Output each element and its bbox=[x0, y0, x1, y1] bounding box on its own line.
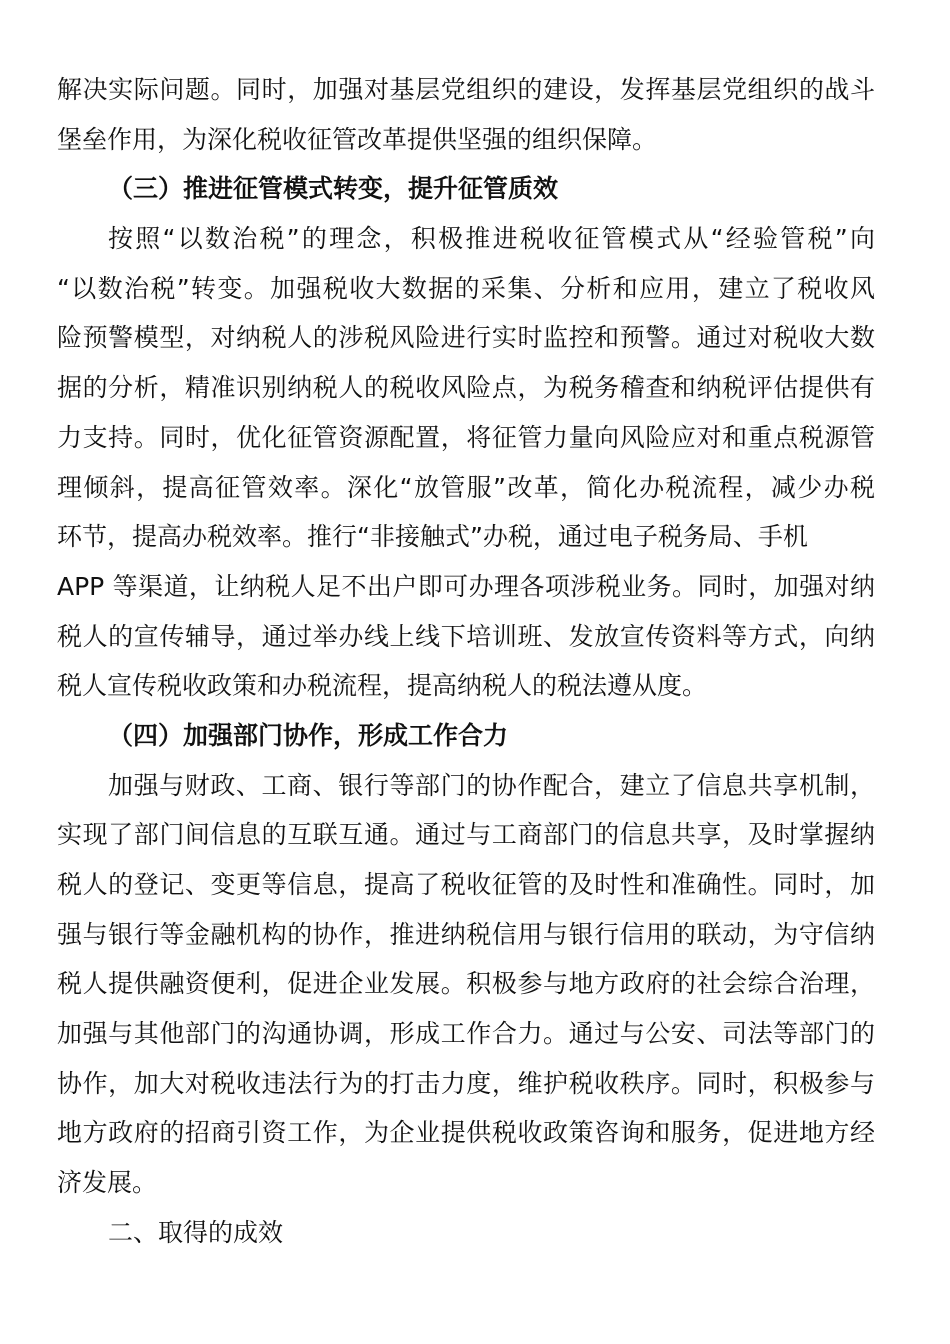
paragraph-section-3 bbox=[57, 214, 875, 711]
text-line: 强与银行等金融机构的协作，推进纳税信用与银行信用的联动，为守信纳 bbox=[57, 919, 875, 949]
document-page bbox=[57, 65, 875, 1258]
text-line: 税人的登记、变更等信息，提高了税收征管的及时性和准确性。同时，加 bbox=[57, 870, 875, 899]
text-line: 济发展。 bbox=[57, 1168, 158, 1198]
text-line: 环节，提高办税效率。推行“非接触式”办税，通过电子税务局、手机 bbox=[57, 522, 808, 552]
text-line: “以数治税”转变。加强税收大数据的采集、分析和应用，建立了税收风 bbox=[57, 273, 875, 303]
text-line: APP 等渠道，让纳税人足不出户即可办理各项涉税业务。同时，加强对纳 bbox=[57, 571, 875, 601]
text-line: 按照“以数治税”的理念，积极推进税收征管模式从“经验管税”向 bbox=[108, 224, 875, 254]
part-two-heading: 二、取得的成效 bbox=[108, 1217, 284, 1247]
text-line: 堡垒作用，为深化税收征管改革提供坚强的组织保障。 bbox=[57, 124, 658, 154]
text-line: 税人提供融资便利，促进企业发展。积极参与地方政府的社会综合治理， bbox=[57, 969, 875, 999]
section-4-heading: （四）加强部门协作，形成工作合力 bbox=[108, 720, 509, 750]
section-3-heading: （三）推进征管模式转变，提升征管质效 bbox=[108, 174, 559, 204]
text-line: 税人宣传税收政策和办税流程，提高纳税人的税法遵从度。 bbox=[57, 671, 708, 701]
text-line: 加强与其他部门的沟通协调，形成工作合力。通过与公安、司法等部门的 bbox=[57, 1019, 875, 1049]
text-line: 加强与财政、工商、银行等部门的协作配合，建立了信息共享机制， bbox=[108, 770, 875, 800]
text-line: 据的分析，精准识别纳税人的税收风险点，为税务稽查和纳税评估提供有 bbox=[57, 373, 875, 403]
text-line: 地方政府的招商引资工作，为企业提供税收政策咨询和服务，促进地方经 bbox=[57, 1118, 875, 1148]
text-line: 解决实际问题。同时，加强对基层党组织的建设，发挥基层党组织的战斗 bbox=[57, 75, 875, 104]
paragraph-section-4 bbox=[57, 761, 875, 1208]
text-line: 理倾斜，提高征管效率。深化“放管服”改革，简化办税流程，减少办税 bbox=[57, 472, 875, 502]
text-line: 税人的宣传辅导，通过举办线上线下培训班、发放宣传资料等方式，向纳 bbox=[57, 621, 875, 651]
paragraph-continuation bbox=[57, 65, 875, 164]
text-line: 险预警模型，对纳税人的涉税风险进行实时监控和预警。通过对税收大数 bbox=[57, 323, 875, 353]
text-line: 力支持。同时，优化征管资源配置，将征管力量向风险应对和重点税源管 bbox=[57, 422, 875, 452]
text-line: 协作，加大对税收违法行为的打击力度，维护税收秩序。同时，积极参与 bbox=[57, 1068, 875, 1098]
text-line: 实现了部门间信息的互联互通。通过与工商部门的信息共享，及时掌握纳 bbox=[57, 820, 875, 850]
